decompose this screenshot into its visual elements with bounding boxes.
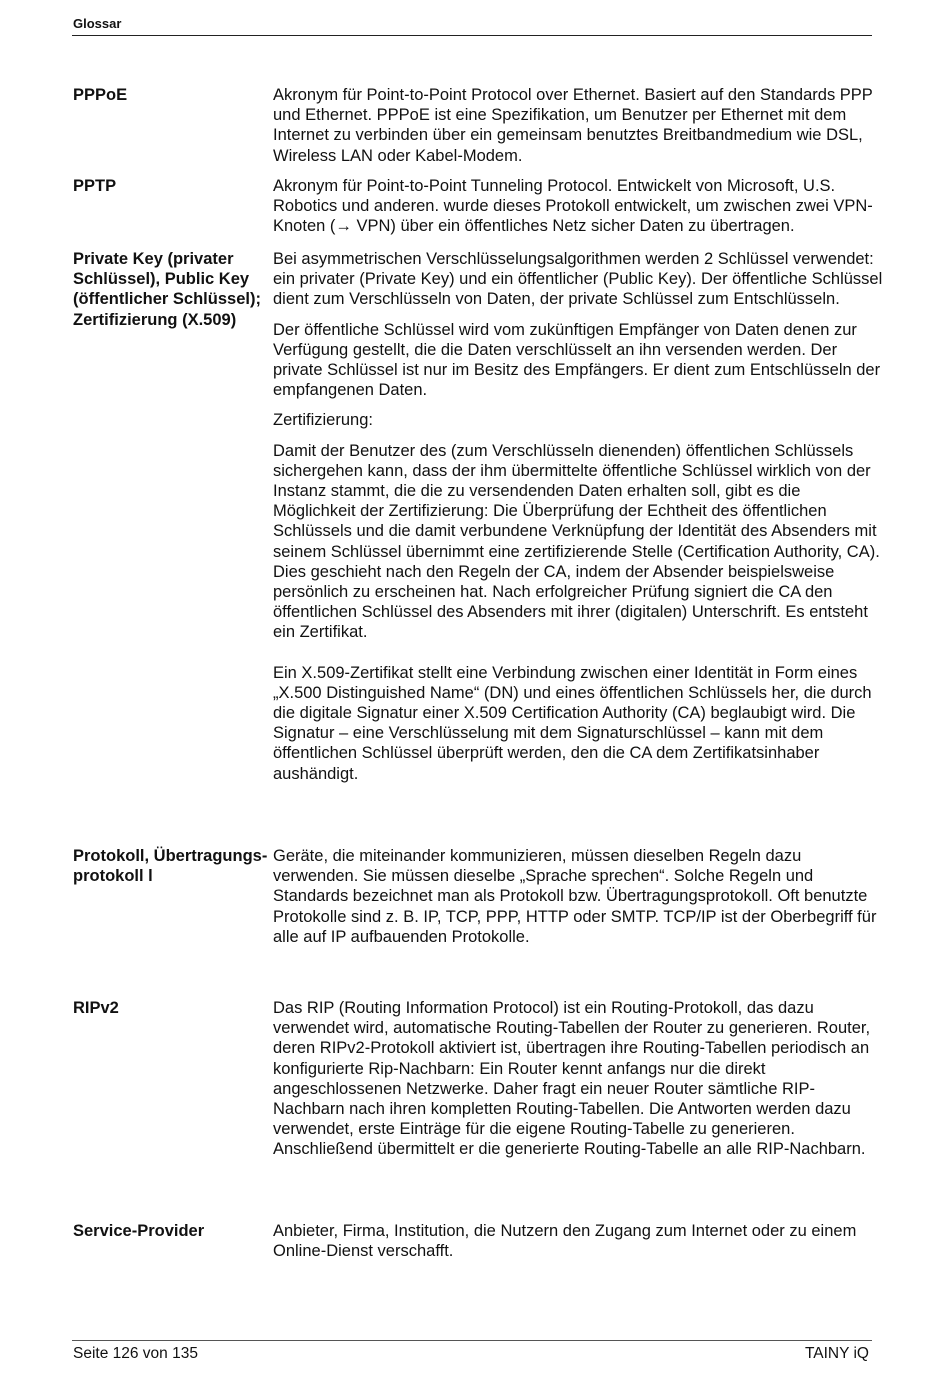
page-header-title: Glossar [73,16,122,31]
glossary-term: RIPv2 [73,999,119,1017]
definition-paragraph: Ein X.509-Zertifikat stellt eine Verbindung zwischen einer Identität in Form eines „X.500 Distinguished Name“ (DN) und eines öffentlichen Schlüssels her, die durch die digitale Signatur einer X.509 Certification Authority (CA) beglaubigt wird. Die Signatur – eine Verschlüsselung mit dem Signaturschlüssel – kann mit dem öffentlichen Schlüssel überprüft werden, den die CA dem Zertifikatsinhaber aushändigt. [273,663,872,783]
definition-paragraph: Zertifizierung: [273,411,373,430]
glossary-term: PPTP [73,177,117,195]
definition-paragraph: Der öffentliche Schlüssel wird vom zukünftigen Empfänger von Daten denen zur Verfügung gestellt, die die Daten verschlüsselt an ihn versenden werden. Der private Schlüssel ist nur im Besitz des Empfängers. Er dient zum Entschlüsseln der empfangenen Daten. [273,320,881,400]
definition-paragraph: Geräte, die miteinander kommunizieren, müssen dieselben Regeln dazu verwenden. Sie müssen dieselbe „Sprache sprechen“. Solche Regeln und Standards bezeichnet man als Protokoll bzw. Übertragungsprotokoll. Oft benutzte Protokolle sind z. B. IP, TCP, PPP, HTTP oder SMTP. TCP/IP ist der Oberbegriff für alle auf IP aufbauenden Protokolle. [273,847,877,946]
glossary-definition [273,176,885,247]
header-divider [72,35,872,36]
glossary-term: PPPoE [73,86,128,104]
page-number: Seite 126 von 135 [73,1345,198,1362]
definition-paragraph: Anbieter, Firma, Institution, die Nutzern den Zugang zum Internet oder zu einem Online-Dienst verschafft. [273,1222,857,1261]
definition-paragraph: Damit der Benutzer des (zum Verschlüsseln dienenden) öffentlichen Schlüssels sichergehen kann, dass der ihm übermittelte öffentliche Schlüssel wirklich von der Instanz stammt, die die zu versendenden Daten erhalten soll, gibt es die Möglichkeit der Zertifizierung: Die Überprüfung der Echtheit des öffentlichen Schlüssels und die damit verbundene Verknüpfung der Identität des Absenders mit seinem Schlüssel übernimmt eine zertifizierende Stelle (Certification Authority, CA). Dies geschieht nach den Regeln der CA, indem der Absender beispielsweise persönlich zu erscheinen hat. Nach erfolgreicher Prüfung signiert die CA den öffentlichen Schlüssel des Absenders mit ihrer (digitalen) Unterschrift. Es entsteht ein Zertifikat. [273,441,880,642]
glossary-definition [273,249,885,794]
glossary-term: Private Key (privater Schlüssel), Public Key (öffentlicher Schlüssel); Zertifizierung (X.509) [73,250,261,329]
glossary-term: Protokoll, Übertragungs-protokoll l [73,847,268,886]
definition-paragraph: Akronym für Point-to-Point Tunneling Protocol. Entwickelt von Microsoft, U.S. Robotics und anderen. wurde dieses Protokoll entwickelt, um zwischen zwei VPN-Knoten (→ VPN) über ein öffentliches Netz sicher Daten zu übertragen. [273,177,873,236]
product-name: TAINY iQ [804,1345,869,1362]
glossary-definition [273,998,885,1170]
definition-paragraph: Das RIP (Routing Information Protocol) ist ein Routing-Protokoll, das dazu verwendet wird, automatische Routing-Tabellen der Router zu generieren. Router, deren RIPv2-Protokoll aktiviert ist, übertragen ihre Routing-Tabellen periodisch an konfigurierte Rip-Nachbarn: Ein Router kennt anfangs nur die direkt angeschlossenen Netzwerke. Daher fragt ein neuer Router sämtliche RIP-Nachbarn nach ihren kompletten Routing-Tabellen. Die Antworten werden dazu verwendet, erste Einträge für die eigene Routing-Tabelle zu generieren. Anschließend übermittelt er die generierte Routing-Tabelle an alle RIP-Nachbarn. [273,999,871,1159]
definition-paragraph: Akronym für Point-to-Point Protocol over Ethernet. Basiert auf den Standards PPP und Ethernet. PPPoE ist eine Spezifikation, um Benutzer per Ethernet mit dem Internet zu verbinden über ein gemeinsam benutztes Breitbandmedium wie DSL, Wireless LAN oder Kabel-Modem. [273,86,873,165]
glossary-term: Service-Provider [73,1222,205,1240]
definition-paragraph: Bei asymmetrischen Verschlüsselungsalgorithmen werden 2 Schlüssel verwendet: ein privater (Private Key) und ein öffentlicher (Public Key). Der öffentliche Schlüssel dient zum Verschlüsseln von Daten, der private Schlüssel zum Entschlüsseln. [273,250,883,309]
glossary-definition [273,85,885,176]
glossary-definition [273,846,885,957]
glossary-definition [273,1221,885,1271]
footer-divider [72,1340,872,1341]
